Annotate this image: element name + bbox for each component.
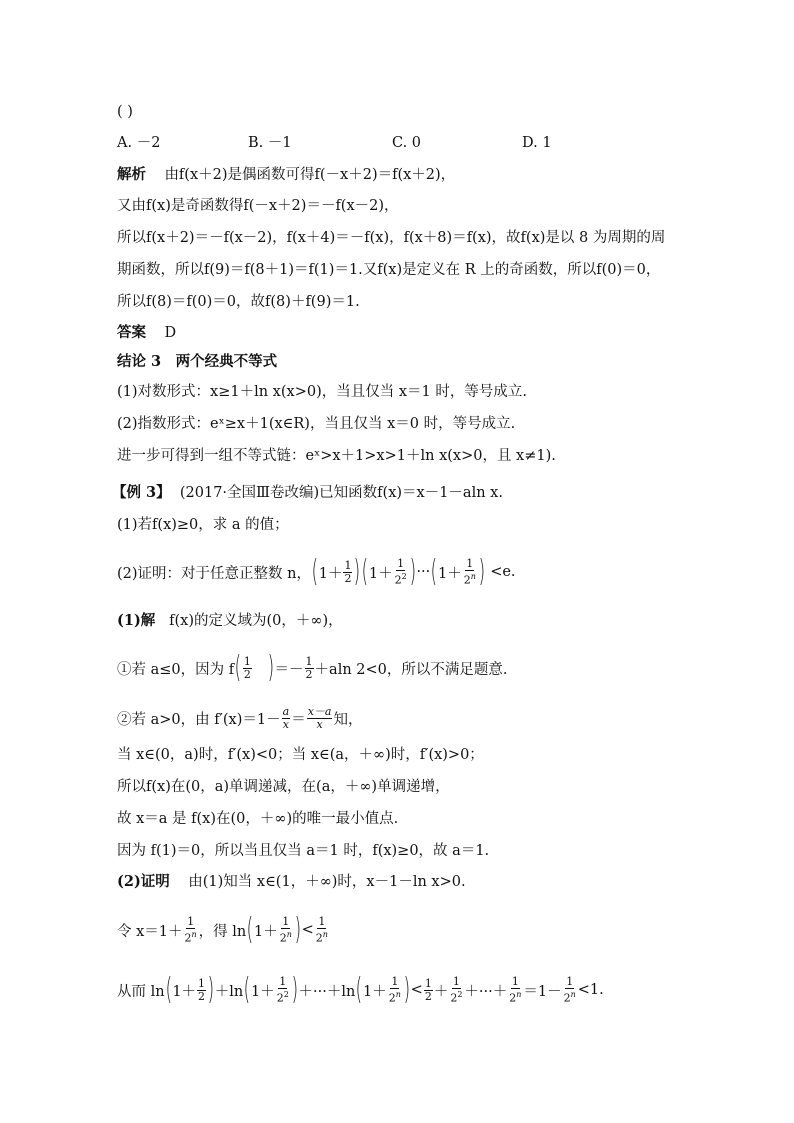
proof-1-line: [117, 610, 343, 632]
example-part-1: (1)若f(x)≥0，求 a 的值；: [117, 517, 289, 533]
answer-label: 答案: [117, 324, 146, 341]
proof-sum: 从而 ln ( 1＋ $\frac{1}{2}$ ) ＋ln ( 1＋ $\frac{1}{2^2}$ ) ＋···＋ln ( 1＋ $\frac{1}{2^n}$ ) < $\frac{1}{2}$ ＋ $\frac{1}{2^2}$ ＋···＋ $\frac{1}{2^n}$ ＝1－ $\frac{1}{2^n}$ <1.: [117, 972, 604, 1007]
proof-case-2: [117, 698, 362, 738]
option-a: A. －2: [117, 135, 161, 151]
example-part-2: (2)证明：对于任意正整数 n， ( 1＋ $\frac{1}{2}$ ) ( 1＋ $\frac{1}{2^2}$ ) ··· ( 1＋ $\frac{1}{2^n}$ ) <e.: [117, 554, 516, 589]
solution-label: 解析: [117, 166, 146, 183]
frac-1-over-2-n: $\frac{1}{2^n}$: [315, 914, 328, 945]
paren-close: ): [409, 554, 416, 589]
frac-1-over-2: $\frac{1}{2}$: [424, 976, 432, 1003]
frac-1-over-2: $\frac{1}{2}$: [243, 654, 251, 681]
conclusion-heading: 结论 3 两个经典不等式: [117, 353, 278, 370]
frac-1-over-2-squared: $\frac{1}{2^2}$: [450, 974, 463, 1005]
sum-equals: ＝1－: [523, 983, 562, 1000]
monotonic-line-3: 故 x＝a 是 f(x)在(0，＋∞)的唯一最小值点.: [117, 811, 399, 827]
sum-end: <1.: [577, 982, 604, 998]
proof-substitution: 令 x＝1＋ $\frac{1}{2^n}$ ，得 ln ( 1＋ $\frac{1}{2^n}$ ) < $\frac{1}{2^n}$: [117, 912, 328, 947]
solution-line-5: 所以f(8)＝f(0)＝0，故f(8)＋f(9)＝1.: [117, 294, 360, 310]
frac-1-over-2-n: $\frac{1}{2^n}$: [279, 914, 292, 945]
case-2-prefix: ②若 a>0，由 f′(x)＝1－: [117, 711, 281, 728]
option-d: D. 1: [522, 135, 552, 151]
let-less-than: <: [301, 922, 314, 938]
proof-case-1: [117, 648, 508, 688]
option-c: C. 0: [392, 135, 422, 151]
case-1-equals: ＝－: [274, 661, 304, 678]
case-2-equals: ＝: [291, 711, 306, 728]
frac-1-over-2-n: $\frac{1}{2^n}$: [388, 974, 401, 1005]
paren-open: (: [311, 554, 319, 589]
paren-open: (: [430, 554, 438, 589]
proof-2-text: 由(1)知当 x∈(1，＋∞)时，x－1－ln x>0.: [188, 874, 466, 890]
frac-1-over-2-squared: $\frac{1}{2^2}$: [394, 556, 407, 587]
paren-close: ): [354, 554, 361, 589]
monotonic-line-2: 所以f(x)在(0，a)单调递减，在(a，＋∞)单调递增，: [117, 779, 450, 795]
option-b: B. －1: [248, 135, 292, 151]
monotonic-line-1: 当 x∈(0，a)时，f′(x)<0；当 x∈(a，＋∞)时，f′(x)>0；: [117, 747, 484, 763]
paren-open: (: [355, 972, 363, 1007]
frac-a-over-x: $\frac{a}{x}$: [282, 704, 290, 731]
frac-1-over-2: $\frac{1}{2}$: [198, 976, 206, 1003]
paren-open: (: [243, 972, 251, 1007]
proof-2-line: [117, 871, 466, 893]
solution-line-1: [117, 164, 455, 186]
paren-open: (: [246, 912, 254, 947]
solution-line-4: 期函数，所以f(9)＝f(8＋1)＝f(1)＝1.又f(x)是定义在 R 上的奇函数，所以f(0)＝0，: [117, 262, 661, 278]
frac-1-over-2-n: $\frac{1}{2^n}$: [509, 974, 522, 1005]
example-part-2-prefix: (2)证明：对于任意正整数 n，: [117, 565, 311, 582]
paren-close: ): [291, 972, 298, 1007]
example-tag: 【例 3】: [112, 484, 171, 501]
case-2-tail: 知，: [333, 711, 363, 728]
proof-2-label: (2)证明: [117, 873, 170, 890]
answer-line: [117, 322, 176, 344]
conclusion-item-2: (2)指数形式：eˣ≥x＋1(x∈R)，当且仅当 x＝0 时，等号成立.: [117, 416, 516, 432]
frac-1-over-2-squared: $\frac{1}{2^2}$: [276, 974, 289, 1005]
case-1-prefix: ①若 a≤0，因为 f: [117, 661, 235, 678]
paren-open: (: [234, 650, 242, 685]
frac-1-over-2-n: $\frac{1}{2^n}$: [563, 974, 576, 1005]
frac-1-over-2-n: $\frac{1}{2^n}$: [184, 914, 197, 945]
frac-1-over-2: $\frac{1}{2}$: [305, 654, 313, 681]
solution-text-1: 由f(x＋2)是偶函数可得f(－x＋2)＝f(x＋2)，: [164, 167, 456, 183]
frac-1-over-2: $\frac{1}{2}$: [344, 558, 352, 585]
proof-1-text: f(x)的定义域为(0，＋∞)，: [169, 613, 343, 629]
conclusion-chain: 进一步可得到一组不等式链：eˣ>x＋1>x>1＋ln x(x>0，且 x≠1).: [117, 448, 556, 464]
example-header: [112, 482, 503, 504]
paren-close: ): [267, 650, 274, 685]
sum-prefix: 从而 ln: [117, 983, 165, 1000]
paren-open: (: [361, 554, 369, 589]
monotonic-line-4: 因为 f(1)＝0，所以当且仅当 a＝1 时，f(x)≥0，故 a＝1.: [117, 843, 490, 859]
let-mid: ，得 ln: [198, 923, 247, 940]
solution-line-2: 又由f(x)是奇函数得f(－x＋2)＝－f(x－2)，: [117, 198, 399, 214]
case-1-tail: ＋aln 2<0，所以不满足题意.: [314, 661, 508, 678]
example-part-2-suffix: <e.: [490, 564, 516, 580]
paren-close: ): [478, 554, 485, 589]
proof-1-label: (1)解: [117, 612, 156, 629]
paren-close: ): [294, 912, 301, 947]
paren-close: ): [207, 972, 215, 1007]
solution-line-3: 所以f(x＋2)＝－f(x－2)，f(x＋4)＝－f(x)，f(x＋8)＝f(x)，故f(x)是以 8 为周期的周: [117, 230, 666, 246]
frac-x-minus-a-over-x: $\frac{x-a}{x}$: [307, 704, 332, 731]
let-prefix: 令 x＝1＋: [117, 923, 183, 940]
paren-close: ): [403, 972, 411, 1007]
frac-1-over-2-n: $\frac{1}{2^n}$: [463, 556, 476, 587]
paren-open: (: [165, 972, 172, 1007]
example-source: (2017·全国Ⅲ卷改编)已知函数f(x)＝x－1－aln x.: [179, 485, 503, 501]
question-bracket: ( ): [117, 104, 133, 120]
conclusion-item-1: (1)对数形式：x≥1＋ln x(x>0)，当且仅当 x＝1 时，等号成立.: [117, 384, 527, 400]
answer-value: D: [164, 325, 177, 341]
